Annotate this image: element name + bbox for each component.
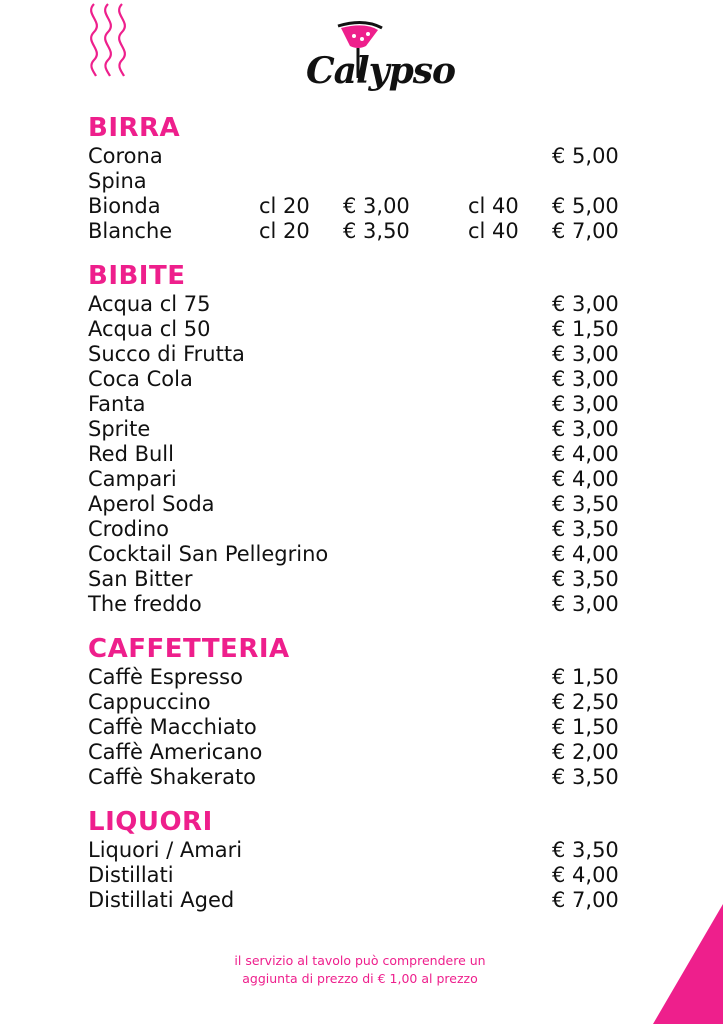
triangle-decoration-icon — [653, 904, 723, 1024]
menu-item — [88, 665, 648, 690]
menu-section — [88, 807, 648, 913]
item-price: € 3,50 — [552, 838, 619, 862]
item-name: Fanta — [88, 392, 146, 416]
item-price: € 4,00 — [552, 863, 619, 887]
item-price: € 4,00 — [552, 442, 619, 466]
item-name: Sprite — [88, 417, 151, 441]
item-price: € 3,00 — [552, 342, 619, 366]
menu-item — [88, 492, 648, 517]
item-price: € 3,50 — [552, 492, 619, 516]
item-price: € 7,00 — [552, 219, 619, 243]
item-name: Distillati Aged — [88, 888, 235, 912]
menu-item — [88, 715, 648, 740]
brand-logo — [298, 20, 456, 106]
menu-item — [88, 417, 648, 442]
item-price: € 3,50 — [552, 567, 619, 591]
item-name: Aperol Soda — [88, 492, 215, 516]
menu-item — [88, 442, 648, 467]
item-price: € 3,00 — [552, 292, 619, 316]
item-size-large: cl 40 — [468, 219, 519, 243]
item-price: € 4,00 — [552, 467, 619, 491]
section-title: BIBITE — [88, 261, 186, 291]
item-name: Blanche — [88, 219, 173, 243]
item-name: Red Bull — [88, 442, 174, 466]
item-name: Campari — [88, 467, 177, 491]
item-size-small: cl 20 — [259, 219, 310, 243]
item-price: € 2,50 — [552, 690, 619, 714]
menu-item — [88, 690, 648, 715]
menu-item — [88, 740, 648, 765]
item-price: € 7,00 — [552, 888, 619, 912]
item-price: € 3,50 — [552, 765, 619, 789]
item-price: € 3,50 — [552, 517, 619, 541]
menu-item — [88, 317, 648, 342]
item-name: Acqua cl 50 — [88, 317, 211, 341]
item-name: Cocktail San Pellegrino — [88, 542, 329, 566]
item-name: Distillati — [88, 863, 174, 887]
menu-item — [88, 863, 648, 888]
item-price: € 5,00 — [552, 194, 619, 218]
menu-item — [88, 467, 648, 492]
menu-item — [88, 888, 648, 913]
item-price: € 1,50 — [552, 715, 619, 739]
item-price: € 1,50 — [552, 317, 619, 341]
menu-item — [88, 765, 648, 790]
item-price: € 3,00 — [552, 367, 619, 391]
item-name: Acqua cl 75 — [88, 292, 211, 316]
item-name: Bionda — [88, 194, 161, 218]
menu — [88, 113, 648, 930]
section-title: LIQUORI — [88, 807, 213, 837]
item-name: Coca Cola — [88, 367, 193, 391]
steam-waves-icon — [86, 2, 130, 78]
item-name: Caffè Espresso — [88, 665, 243, 689]
item-price-small: € 3,00 — [343, 194, 410, 218]
menu-item — [88, 567, 648, 592]
item-price: € 3,00 — [552, 417, 619, 441]
item-price-small: € 3,50 — [343, 219, 410, 243]
item-name: Succo di Frutta — [88, 342, 245, 366]
item-size-large: cl 40 — [468, 194, 519, 218]
menu-item — [88, 169, 648, 194]
item-name: Cappuccino — [88, 690, 211, 714]
item-price: € 2,00 — [552, 740, 619, 764]
item-name: Spina — [88, 169, 147, 193]
footnote-line: il servizio al tavolo può comprendere un — [234, 953, 486, 968]
menu-item — [88, 367, 648, 392]
brand-name: Calypso — [306, 50, 456, 92]
footnote-line: aggiunta di prezzo di € 1,00 al prezzo — [242, 971, 478, 986]
menu-item — [88, 392, 648, 417]
menu-item — [88, 144, 648, 169]
menu-section — [88, 113, 648, 244]
menu-item — [88, 219, 648, 244]
menu-item — [88, 194, 648, 219]
menu-item — [88, 292, 648, 317]
item-name: Liquori / Amari — [88, 838, 243, 862]
menu-item — [88, 838, 648, 863]
item-name: The freddo — [88, 592, 202, 616]
menu-section — [88, 634, 648, 790]
item-name: Corona — [88, 144, 163, 168]
item-price: € 3,00 — [552, 392, 619, 416]
menu-item — [88, 342, 648, 367]
section-title: BIRRA — [88, 113, 181, 143]
footnote — [150, 952, 570, 988]
item-price: € 3,00 — [552, 592, 619, 616]
menu-item — [88, 542, 648, 567]
menu-section — [88, 261, 648, 617]
item-name: Caffè Macchiato — [88, 715, 257, 739]
item-size-small: cl 20 — [259, 194, 310, 218]
item-price: € 5,00 — [552, 144, 619, 168]
item-name: Caffè Shakerato — [88, 765, 257, 789]
menu-item — [88, 517, 648, 542]
section-title: CAFFETTERIA — [88, 634, 290, 664]
menu-item — [88, 592, 648, 617]
item-name: Crodino — [88, 517, 170, 541]
item-price: € 4,00 — [552, 542, 619, 566]
item-name: Caffè Americano — [88, 740, 263, 764]
item-name: San Bitter — [88, 567, 193, 591]
item-price: € 1,50 — [552, 665, 619, 689]
